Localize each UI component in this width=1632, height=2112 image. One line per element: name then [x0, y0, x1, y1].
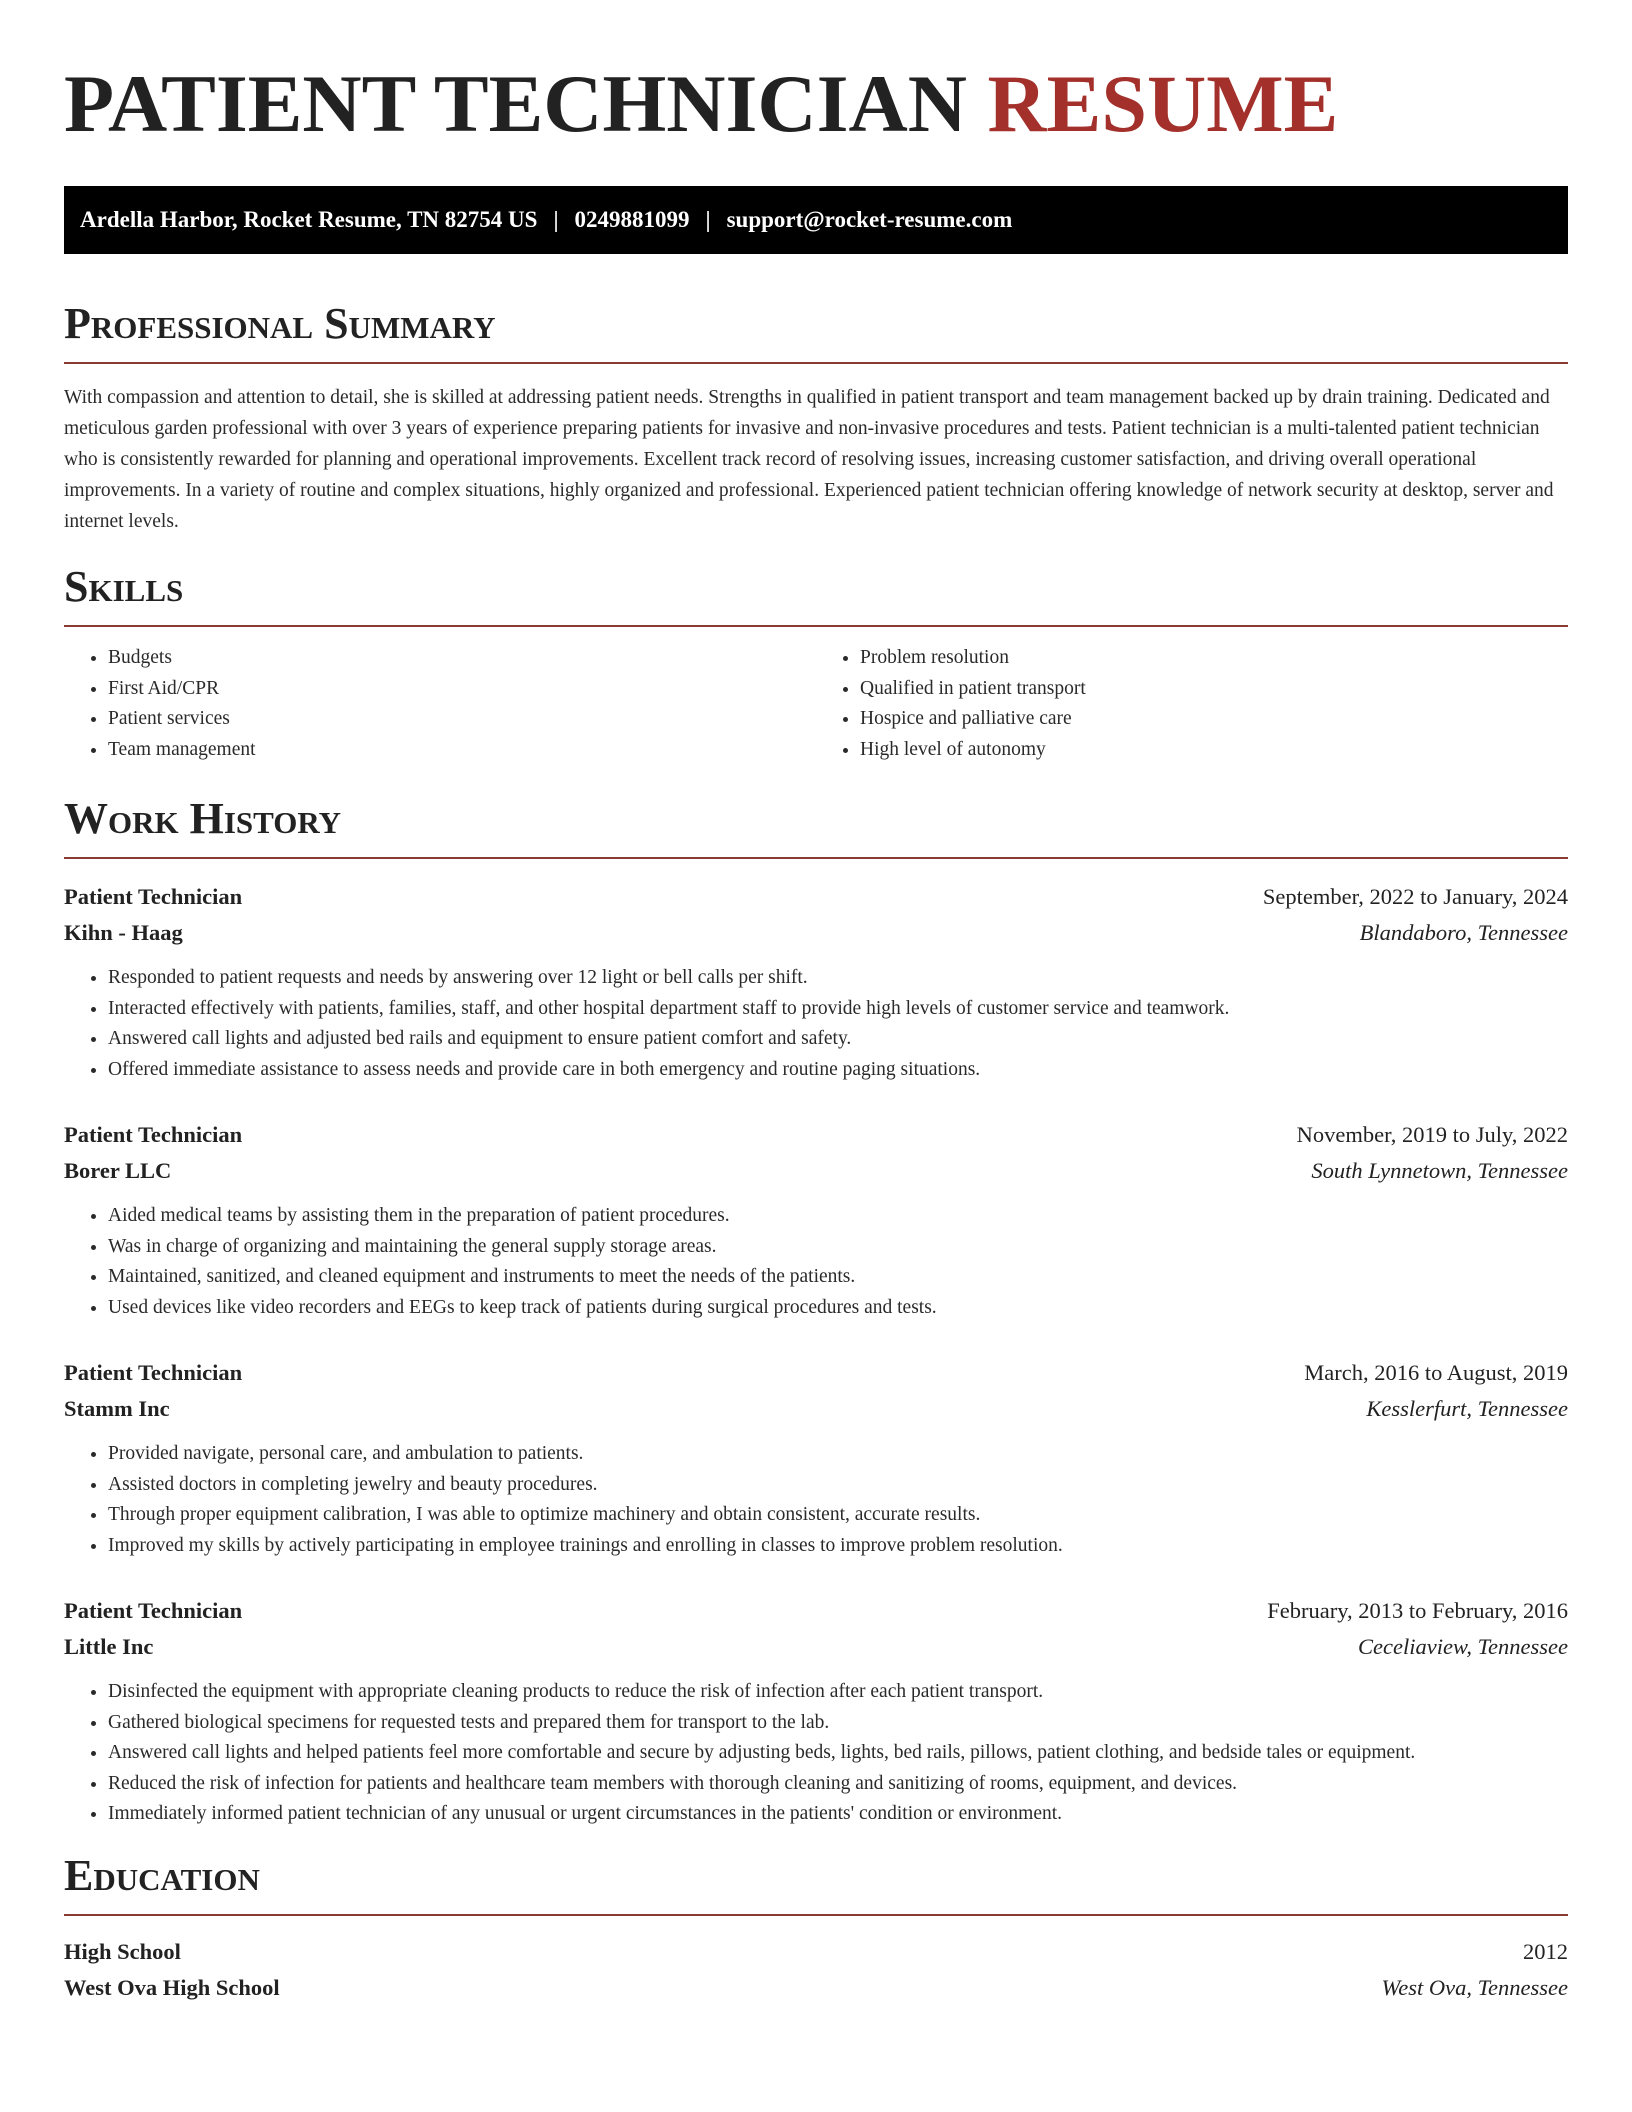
job-entry — [64, 1593, 1568, 1830]
job-bullet: • Interacted effectively with patients, families, staff, and other hospital department staff to provide high levels of customer service and teamwork. — [108, 994, 1568, 1025]
job-role: Patient Technician — [64, 884, 243, 909]
job-bullet: • Responded to patient requests and needs by answering over 12 light or bell calls per shift. — [108, 963, 1568, 994]
job-bullet: • Provided navigate, personal care, and ambulation to patients. — [108, 1439, 1568, 1470]
summary-heading: Professional Summary — [64, 298, 1568, 364]
job-bullet: • Through proper equipment calibration, I was able to optimize machinery and obtain consistent, accurate results. — [108, 1500, 1568, 1531]
job-role: Patient Technician — [64, 1360, 243, 1385]
education-year: 2012 — [1523, 1938, 1568, 1964]
skill-item: • Hospice and palliative care — [860, 704, 1568, 735]
education-location: West Ova, Tennessee — [1381, 1974, 1568, 2000]
contact-phone: 0249881099 — [574, 207, 690, 232]
job-entry — [64, 879, 1568, 1085]
work-history-heading: Work History — [64, 793, 1568, 859]
title-accent: RESUME — [987, 58, 1339, 149]
job-bullet: • Answered call lights and helped patients feel more comfortable and secure by adjusting beds, lights, bed rails, pillows, patient clothing, and bedside tales or equipment. — [108, 1738, 1568, 1769]
education-school: West Ova High School — [64, 1974, 280, 2000]
education-degree: High School — [64, 1938, 181, 1964]
job-bullet: • Was in charge of organizing and maintaining the general supply storage areas. — [108, 1232, 1568, 1263]
summary-text: With compassion and attention to detail, she is skilled at addressing patient needs. Strengths in qualified in patient transport and team management backed up by drain training. Dedicated and meticulous garden professional with over 3 years of experience preparing patients for invasive and non-invasive procedures and tests. Patient technician is a multi-talented patient technician who is consistently rewarded for planning and operational improvements. Excellent track record of resolving issues, increasing customer satisfaction, and driving overall operational improvements. In a variety of routine and complex situations, highly organized and professional. Experienced patient technician offering knowledge of network security at desktop, server and internet levels. — [64, 387, 1554, 532]
job-location: Ceceliaview, Tennessee — [1358, 1634, 1568, 1659]
contact-email: support@rocket-resume.com — [726, 207, 1013, 232]
contact-separator: | — [705, 207, 711, 232]
skills-section — [64, 561, 1568, 765]
education-entry — [64, 1934, 1568, 2006]
job-dates: September, 2022 to January, 2024 — [1262, 884, 1568, 909]
skills-column-right — [816, 643, 1568, 765]
job-location: Kesslerfurt, Tennessee — [1366, 1396, 1568, 1421]
skill-item: • High level of autonomy — [860, 735, 1568, 766]
skill-item: • Problem resolution — [860, 643, 1568, 674]
job-company: Kihn - Haag — [64, 920, 183, 945]
contact-address: Ardella Harbor, Rocket Resume, TN 82754 US — [80, 207, 538, 232]
job-company: Stamm Inc — [64, 1396, 170, 1421]
job-role: Patient Technician — [64, 1122, 243, 1147]
job-bullet: • Maintained, sanitized, and cleaned equipment and instruments to meet the needs of the patients. — [108, 1262, 1568, 1293]
job-role: Patient Technician — [64, 1598, 243, 1623]
skill-item: • Patient services — [108, 704, 816, 735]
job-bullet: • Answered call lights and adjusted bed rails and equipment to ensure patient comfort and safety. — [108, 1024, 1568, 1055]
contact-separator: | — [553, 207, 559, 232]
job-bullet: • Reduced the risk of infection for patients and healthcare team members with thorough cleaning and sanitizing of rooms, equipment, and devices. — [108, 1769, 1568, 1800]
skill-item: • Qualified in patient transport — [860, 674, 1568, 705]
skill-item: • First Aid/CPR — [108, 674, 816, 705]
job-bullet: • Disinfected the equipment with appropriate cleaning products to reduce the risk of infection after each patient transport. — [108, 1677, 1568, 1708]
education-section — [64, 1850, 1568, 2006]
job-entry — [64, 1355, 1568, 1561]
job-location: South Lynnetown, Tennessee — [1311, 1158, 1568, 1183]
job-bullet: • Immediately informed patient technician of any unusual or urgent circumstances in the patients' condition or environment. — [108, 1799, 1568, 1830]
job-location: Blandaboro, Tennessee — [1359, 920, 1568, 945]
skills-grid — [64, 643, 1568, 765]
contact-bar — [64, 186, 1568, 254]
job-bullets — [64, 1201, 1568, 1323]
job-company: Little Inc — [64, 1634, 154, 1659]
skill-item: • Budgets — [108, 643, 816, 674]
job-dates: November, 2019 to July, 2022 — [1296, 1122, 1568, 1147]
summary-section — [64, 298, 1568, 537]
education-heading: Education — [64, 1850, 1568, 1916]
job-bullet: • Offered immediate assistance to assess needs and provide care in both emergency and routine paging situations. — [108, 1055, 1568, 1086]
job-dates: March, 2016 to August, 2019 — [1304, 1360, 1568, 1385]
job-entry — [64, 1117, 1568, 1323]
skills-heading: Skills — [64, 561, 1568, 627]
work-history-section — [64, 793, 1568, 1830]
skills-column-left — [64, 643, 816, 765]
job-company: Borer LLC — [64, 1158, 172, 1183]
job-bullets — [64, 1677, 1568, 1830]
job-bullet: • Improved my skills by actively participating in employee trainings and enrolling in classes to improve problem resolution. — [108, 1531, 1568, 1562]
resume-title — [64, 0, 1568, 152]
title-main: PATIENT TECHNICIAN — [64, 58, 967, 149]
job-bullets — [64, 1439, 1568, 1561]
skill-item: • Team management — [108, 735, 816, 766]
job-bullet: • Used devices like video recorders and EEGs to keep track of patients during surgical procedures and tests. — [108, 1293, 1568, 1324]
job-bullet: • Gathered biological specimens for requested tests and prepared them for transport to the lab. — [108, 1708, 1568, 1739]
job-bullet: • Assisted doctors in completing jewelry and beauty procedures. — [108, 1470, 1568, 1501]
job-bullets — [64, 963, 1568, 1085]
job-bullet: • Aided medical teams by assisting them in the preparation of patient procedures. — [108, 1201, 1568, 1232]
job-dates: February, 2013 to February, 2016 — [1267, 1598, 1568, 1623]
